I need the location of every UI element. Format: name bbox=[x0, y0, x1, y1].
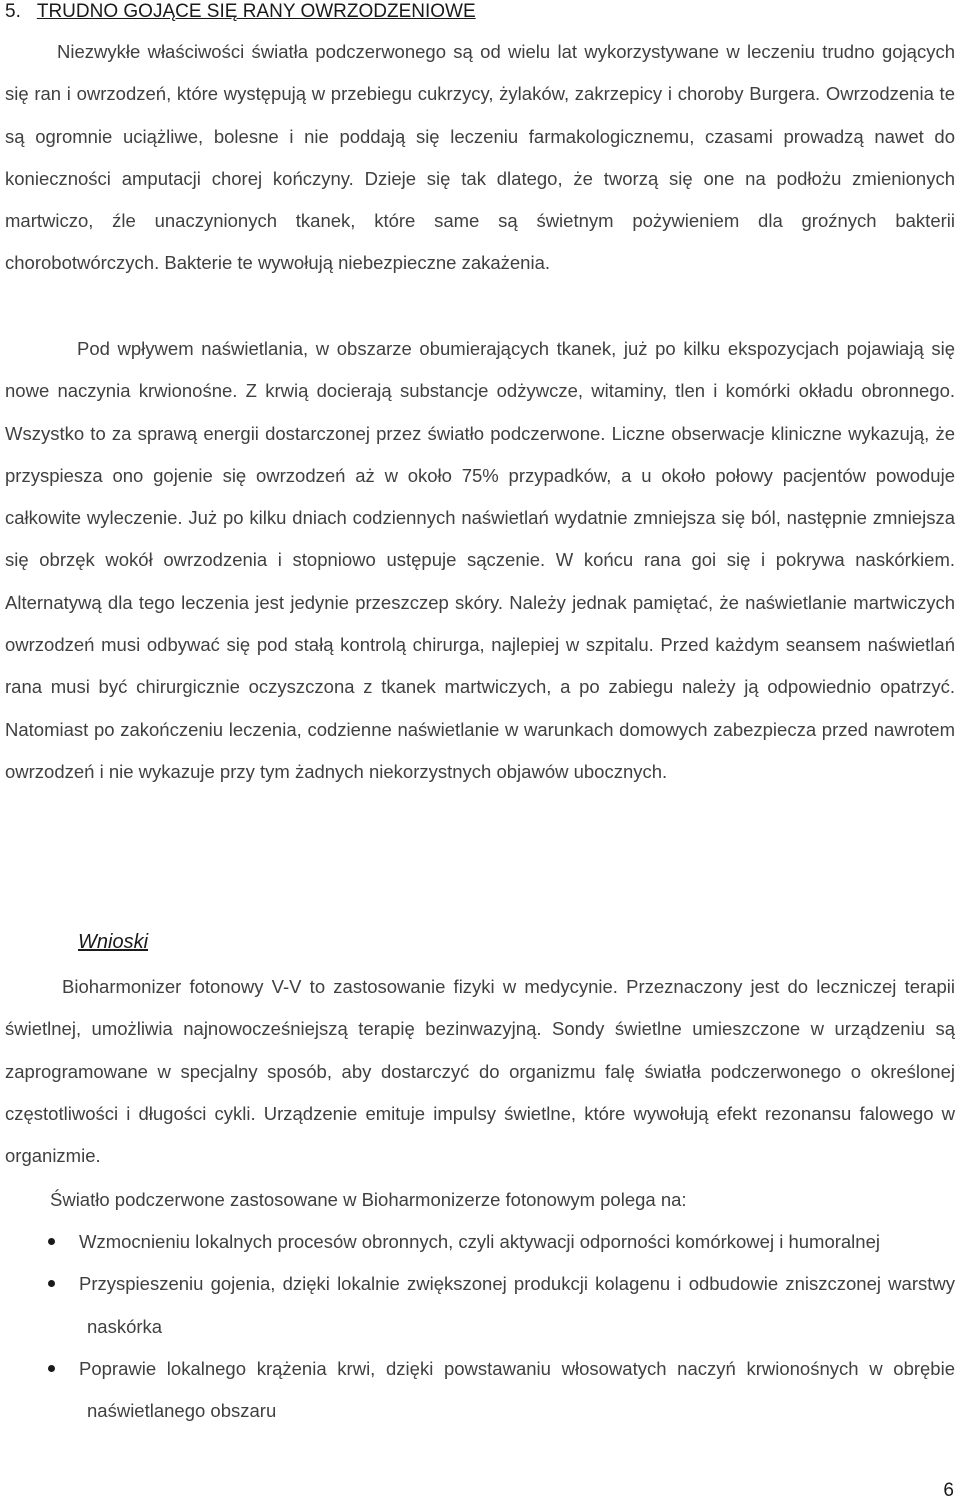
list-item bbox=[0, 1221, 955, 1263]
conclusions-title: Wnioski bbox=[78, 931, 149, 953]
list-item-text: Przyspieszeniu gojenia, dzięki lokalnie zwiększonej produkcji kolagenu i odbudowie zniszczonej warstwy naskórka bbox=[79, 1273, 955, 1337]
list-item-text: Poprawie lokalnego krążenia krwi, dzięki powstawaniu włosowatych naczyń krwionośnych w obrębie naświetlanego obszaru bbox=[79, 1357, 955, 1422]
bullet-icon bbox=[48, 1365, 55, 1372]
benefits-list bbox=[0, 1221, 955, 1432]
paragraph-list-intro: Światło podczerwone zastosowane w Bioharmonizerze fotonowym polega na: bbox=[50, 1189, 687, 1210]
list-item-text: Wzmocnieniu lokalnych procesów obronnych, czyli aktywacji odporności komórkowej i humoralnej bbox=[79, 1231, 880, 1252]
section-heading bbox=[5, 0, 476, 24]
list-item bbox=[0, 1348, 955, 1433]
section-number: 5. bbox=[5, 1, 21, 22]
paragraph-treatment: Pod wpływem naświetlania, w obszarze obumierających tkanek, już po kilku ekspozycjach pojawiają się nowe naczynia krwionośne. Z krwią docierają substancje odżywcze, witaminy, tlen i komórki okładu obronnego. Wszystko to za sprawą energii dostarczonej przez światło podczerwone. Liczne obserwacje kliniczne wykazują, że przyspiesza ono gojenie się owrzodzeń aż w około 75% przypadków, a u około połowy pacjentów powoduje całkowite wyleczenie. Już po kilku dniach codziennych naświetlań wydatnie zmniejsza się ból, następnie zmniejsza się obrzęk wokół owrzodzenia i stopniowo ustępuje sączenie. W końcu rana goi się i pokrywa naskórkiem. Alternatywą dla tego leczenia jest jedynie przeszczep skóry. Należy jednak pamiętać, że naświetlanie martwiczych owrzodzeń musi odbywać się pod stałą kontrolą chirurga, najlepiej w szpitalu. Przed każdym seansem naświetlań rana musi być chirurgicznie oczyszczona z tkanek martwiczych, a po zabiegu należy ją odpowiednio opatrzyć. Natomiast po zakończeniu leczenia, codzienne naświetlanie w warunkach domowych zabezpiecza przed nawrotem owrzodzeń i nie wykazuje przy tym żadnych niekorzystnych objawów ubocznych. bbox=[5, 338, 955, 782]
list-item bbox=[0, 1263, 955, 1348]
section-title: TRUDNO GOJĄCE SIĘ RANY OWRZODZENIOWE bbox=[36, 1, 476, 22]
bullet-icon bbox=[48, 1280, 55, 1287]
page-number: 6 bbox=[943, 1480, 954, 1501]
paragraph-bioharmonizer: Bioharmonizer fotonowy V-V to zastosowanie fizyki w medycynie. Przeznaczony jest do leczniczej terapii świetlnej, umożliwia najnowocześniejszą terapię bezinwazyjną. Sondy świetlne umieszczone w urządzeniu są zaprogramowane w specjalny sposób, aby dostarczyć do organizmu falę światła podczerwonego o określonej częstotliwości i długości cykli. Urządzenie emituje impulsy świetlne, które wywołują efekt rezonansu falowego w organizmie. bbox=[5, 976, 955, 1167]
paragraph-intro: Niezwykłe właściwości światła podczerwonego są od wielu lat wykorzystywane w leczeniu trudno gojących się ran i owrzodzeń, które występują w przebiegu cukrzycy, żylaków, zakrzepicy i choroby Burgera. Owrzodzenia te są ogromnie uciążliwe, bolesne i nie poddają się leczeniu farmakologicznemu, czasami prowadzą nawet do konieczności amputacji chorej kończyny. Dzieje się tak dlatego, że tworzą się one na podłożu zmienionych martwiczo, źle unaczynionych tkanek, które same są świetnym pożywieniem dla groźnych bakterii chorobotwórczych. Bakterie te wywołują niebezpieczne zakażenia. bbox=[5, 41, 955, 274]
bullet-icon bbox=[48, 1238, 55, 1245]
